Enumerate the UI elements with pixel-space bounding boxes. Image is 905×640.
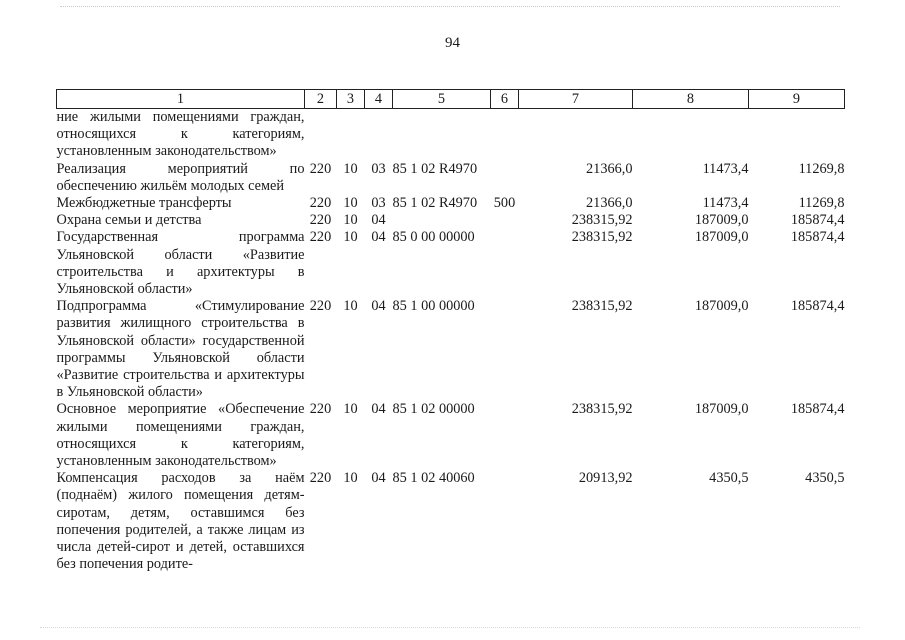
row-amount-year3: 185874,4 — [790, 229, 845, 246]
table-row — [57, 161, 845, 195]
row-amount-year2 — [633, 109, 749, 161]
row-section-code: 10 — [343, 470, 358, 487]
row-target-article: 85 1 02 00000 — [392, 401, 475, 418]
row-subsection-code: 03 — [371, 160, 386, 177]
row-expense-type — [491, 109, 519, 161]
row-subsection-code — [365, 109, 393, 161]
row-target-article: 85 0 00 00000 — [392, 229, 475, 246]
column-header: 4 — [365, 90, 393, 109]
row-section-code: 10 — [343, 160, 358, 177]
row-expense-type — [491, 161, 519, 195]
row-amount-year2: 187009,0 — [694, 229, 749, 246]
row-description: Охрана семьи и детства — [56, 212, 202, 229]
row-amount-year1 — [519, 109, 633, 161]
row-admin-code: 220 — [309, 401, 332, 418]
row-amount-year2: 4350,5 — [709, 470, 749, 487]
row-target-article: 85 1 02 40060 — [392, 470, 475, 487]
row-amount-year3: 11269,8 — [798, 195, 845, 212]
row-section-code: 10 — [343, 195, 358, 212]
page-number: 94 — [445, 35, 460, 51]
table-header-row — [57, 90, 845, 109]
table-row — [57, 298, 845, 401]
column-header: 9 — [749, 90, 845, 109]
row-subsection-code: 04 — [371, 298, 386, 315]
row-amount-year1: 21366,0 — [586, 160, 633, 177]
row-section-code: 10 — [343, 229, 358, 246]
row-target-article: 85 1 02 R4970 — [392, 195, 478, 212]
row-expense-type: 500 — [493, 195, 516, 212]
row-admin-code: 220 — [309, 229, 332, 246]
row-section-code: 10 — [343, 298, 358, 315]
row-expense-type — [491, 470, 519, 573]
row-amount-year3 — [749, 109, 845, 161]
row-admin-code: 220 — [309, 195, 332, 212]
row-expense-type — [491, 229, 519, 298]
row-admin-code: 220 — [309, 212, 332, 229]
row-subsection-code: 04 — [371, 229, 386, 246]
table-row — [57, 195, 845, 212]
row-amount-year1: 238315,92 — [571, 212, 633, 229]
row-target-article: 85 1 00 00000 — [392, 298, 475, 315]
column-header: 1 — [57, 90, 305, 109]
row-description: Межбюджетные трансферты — [56, 195, 232, 212]
row-admin-code: 220 — [309, 298, 332, 315]
row-amount-year3: 185874,4 — [790, 298, 845, 315]
row-expense-type — [491, 212, 519, 229]
row-target-article — [393, 212, 491, 229]
row-amount-year3: 11269,8 — [798, 160, 845, 177]
column-header: 8 — [633, 90, 749, 109]
row-admin-code: 220 — [309, 160, 332, 177]
table-row — [57, 401, 845, 470]
column-header: 6 — [491, 90, 519, 109]
row-amount-year3: 185874,4 — [790, 401, 845, 418]
row-subsection-code: 04 — [371, 470, 386, 487]
row-admin-code — [305, 109, 337, 161]
row-description: Компенсация расходов за наём (поднаём) жилого помещения детям-сиротам, детям, оставшимся без попечения родителей, а также лицам из числа детей-сирот и детей, оставшихся без попечения родите- — [56, 470, 305, 573]
row-amount-year1: 238315,92 — [571, 401, 633, 418]
row-expense-type — [491, 401, 519, 470]
row-amount-year3: 4350,5 — [805, 470, 845, 487]
row-amount-year2: 187009,0 — [694, 212, 749, 229]
row-description: ние жилыми помещениями граждан, относящихся к категориям, установленным законодательством» — [56, 109, 305, 160]
scan-artifact-bottom — [40, 627, 860, 632]
row-description: Государственная программа Ульяновской области «Развитие строительства и архитектуры в Ульяновской области» — [56, 229, 305, 298]
column-header: 3 — [337, 90, 365, 109]
row-amount-year3: 185874,4 — [790, 212, 845, 229]
table-row — [57, 109, 845, 161]
row-subsection-code: 04 — [371, 401, 386, 418]
row-amount-year1: 21366,0 — [586, 195, 633, 212]
scan-artifact-top — [60, 6, 840, 11]
row-admin-code: 220 — [309, 470, 332, 487]
table-row — [57, 470, 845, 573]
row-subsection-code: 04 — [371, 212, 386, 229]
row-subsection-code: 03 — [371, 195, 386, 212]
row-description: Подпрограмма «Стимулирование развития жилищного строительства в Ульяновской области» государственной программы Ульяновской области «Развитие строительства и архитектуры в Ульяновской области» — [56, 298, 305, 401]
column-header: 7 — [519, 90, 633, 109]
column-header: 2 — [305, 90, 337, 109]
row-section-code: 10 — [343, 401, 358, 418]
row-section-code — [337, 109, 365, 161]
budget-table — [56, 89, 845, 573]
row-target-article: 85 1 02 R4970 — [392, 160, 478, 177]
table-row — [57, 212, 845, 229]
row-description: Основное мероприятие «Обеспечение жилыми помещениями граждан, относящихся к категориям, установленным законодательством» — [56, 401, 305, 470]
row-target-article — [393, 109, 491, 161]
row-section-code: 10 — [343, 212, 358, 229]
row-amount-year1: 20913,92 — [578, 470, 633, 487]
row-amount-year1: 238315,92 — [571, 229, 633, 246]
row-amount-year2: 187009,0 — [694, 401, 749, 418]
row-amount-year2: 11473,4 — [702, 160, 749, 177]
row-amount-year2: 11473,4 — [702, 195, 749, 212]
row-description: Реализация мероприятий по обеспечению жильём молодых семей — [56, 160, 305, 194]
column-header: 5 — [393, 90, 491, 109]
row-amount-year2: 187009,0 — [694, 298, 749, 315]
row-expense-type — [491, 298, 519, 401]
row-amount-year1: 238315,92 — [571, 298, 633, 315]
table-row — [57, 229, 845, 298]
